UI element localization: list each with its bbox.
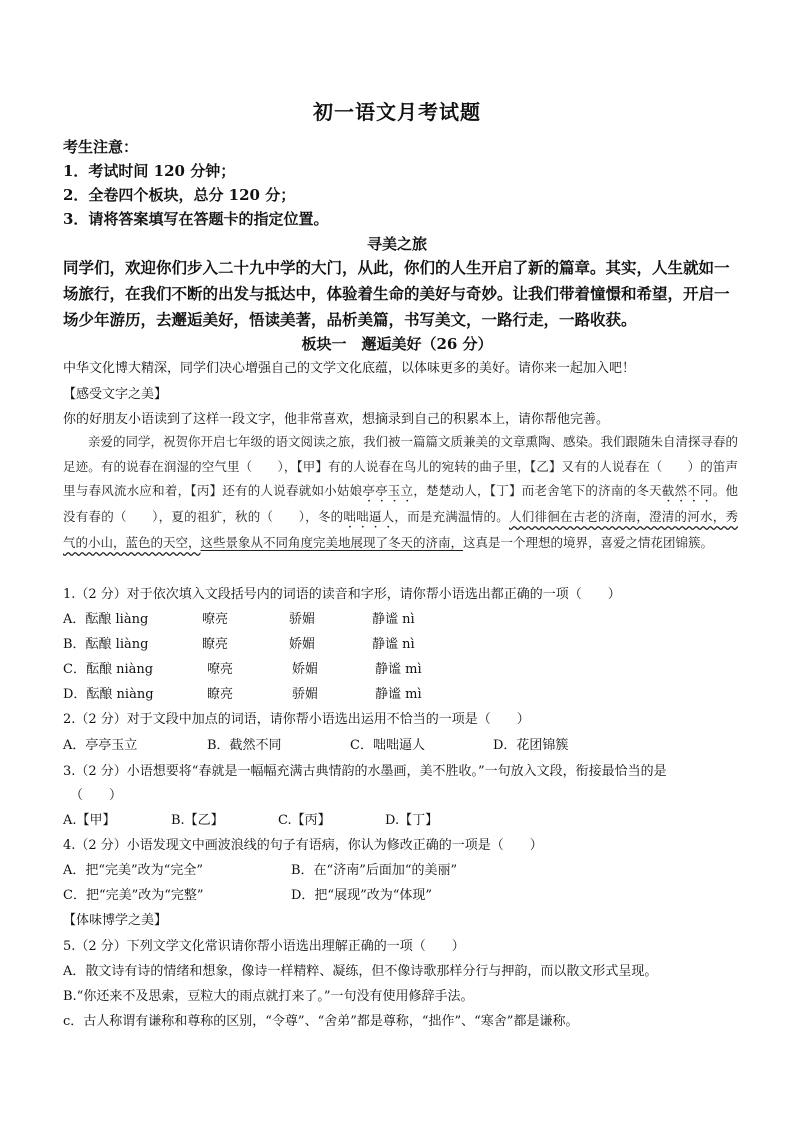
q2-option-a[interactable]: A．亭亭玉立 xyxy=(63,738,138,753)
passage-text: 这真是一个理想的境界，喜爱之情花团锦簇。 xyxy=(463,535,714,550)
q2-option-b[interactable]: B．截然不同 xyxy=(207,738,282,753)
q1-option-a[interactable]: A．酝酿 liàng xyxy=(63,612,149,627)
passage-text: 。他没有春的（ ），夏的祖犷，秋的（ ），冬的 xyxy=(63,483,738,524)
notice-heading: 考生注意： xyxy=(63,138,139,156)
q4-option-b[interactable]: B．在“济南”后面加“的美丽” xyxy=(291,863,458,878)
passage-text: ，楚楚动人，【丁】而老舍笔下的济南的冬天 xyxy=(413,483,662,498)
q2-option-d[interactable]: D．花团锦簇 xyxy=(493,738,569,753)
question-5-stem: 5.（2 分）下列文学文化常识请你帮小语选出理解正确的一项（ ） xyxy=(63,939,465,954)
page-title: 初一语文月考试题 xyxy=(313,100,481,124)
q3-option-c[interactable]: C.【丙】 xyxy=(278,813,331,828)
subsection-heading: 【感受文字之美】 xyxy=(63,387,168,402)
question-2-stem: 2.（2 分）对于文段中加点的词语，请你帮小语选出运用不恰当的一项是（ ） xyxy=(63,712,530,727)
question-1-stem: 1.（2 分）对于依次填入文段括号内的词语的读音和字形，请你帮小语选出都正确的一项（ ） xyxy=(63,587,621,602)
q4-option-d[interactable]: D．把“展现”改为“体现” xyxy=(291,888,433,903)
passage-text: ，而是充满温情的。 xyxy=(394,509,509,524)
q1-option-b: 娇媚 xyxy=(289,637,316,652)
q1-option-c: 静谧 mì xyxy=(375,662,422,677)
q1-option-d: 瞭亮 xyxy=(207,687,234,702)
subsection-heading: 【体味博学之美】 xyxy=(63,913,168,928)
q1-option-c[interactable]: C．酝酿 niàng xyxy=(63,662,154,677)
q1-option-a: 静谧 nì xyxy=(372,612,415,627)
q3-option-d[interactable]: D.【丁】 xyxy=(385,813,439,828)
wavy-underlined-sentence: 人们徘徊在古老的济南，澄清的河水，秀气的小山，蓝色的天空， xyxy=(63,509,738,550)
dotted-word: 咄咄逼人 xyxy=(343,509,395,524)
q1-option-d: 骄媚 xyxy=(292,687,319,702)
q1-option-d: 静谧 mì xyxy=(375,687,422,702)
q1-option-c: 嘹亮 xyxy=(207,662,234,677)
q1-option-a: 骄媚 xyxy=(289,612,316,627)
q1-option-b: 瞭亮 xyxy=(202,637,229,652)
question-4-stem: 4.（2 分）小语发现文中画波浪线的句子有语病，你认为修改正确的一项是（ ） xyxy=(63,838,543,853)
reading-passage xyxy=(63,430,738,556)
q1-option-d[interactable]: D．酝酿 niàng xyxy=(63,687,154,702)
q4-option-a[interactable]: A．把“完美”改为“完全” xyxy=(63,863,203,878)
subsection-description: 你的好朋友小语读到了这样一段文字，他非常喜欢，想摘录到自己的积累本上，请你帮他完善。 xyxy=(63,412,610,427)
section-title: 寻美之旅 xyxy=(366,235,427,253)
question-3-stem: 3.（2 分）小语想要将“春就是一幅幅充满古典情韵的水墨画，美不胜收。”一句放入文段，衔接最恰当的是 xyxy=(63,764,667,779)
q3-option-a[interactable]: A.【甲】 xyxy=(63,813,116,828)
intro-paragraph: 同学们，欢迎你们步入二十九中学的大门，从此，你们的人生开启了新的篇章。其实，人生就如一场旅行，在我们不断的出发与抵达中，体验着生命的美好与奇妙。让我们带着憧憬和希望，开启一场少年游历，去邂逅美好，悟读美著，品析美篇，书写美文，一路行走，一路收获。 xyxy=(63,258,730,329)
dotted-word: 亭亭玉立 xyxy=(362,483,414,498)
block1-intro: 中华文化博大精深，同学们决心增强自己的文学文化底蕴，以体味更多的美好。请你来一起加入吧！ xyxy=(63,361,636,376)
q1-option-c: 娇媚 xyxy=(292,662,319,677)
question-3-stem-cont: （ ） xyxy=(70,788,123,803)
passage-text: 亲爱的同学，祝贺你开启七年级的语文阅读之旅，我们被一篇篇文质兼美的文章熏陶、感染。我们跟随朱自清探寻春的足迹。有的说春在润湿的空气里（ ），【甲】有的人说春在鸟儿的宛转的曲子里，【乙】又有的人说春在（ ）的笛声里与春风流水应和着，【丙】还有的人说春就如小姑娘 xyxy=(63,434,739,498)
q2-option-c[interactable]: C．咄咄逼人 xyxy=(350,738,425,753)
q1-option-b: 静谧 nì xyxy=(372,637,415,652)
q1-option-b[interactable]: B．酝酿 liàng xyxy=(63,637,149,652)
q1-option-a: 嘹亮 xyxy=(202,612,229,627)
q5-option-a[interactable]: A．散文诗有诗的情绪和想象，像诗一样精粹、凝练，但不像诗歌那样分行与押韵，而以散文形式呈现。 xyxy=(63,964,658,979)
q5-option-c[interactable]: c．古人称谓有谦称和尊称的区别，“令尊”、“舍弟”都是尊称，“拙作”、“寒舍”都是谦称。 xyxy=(63,1014,579,1029)
notice-item: 1．考试时间 120 分钟； xyxy=(63,162,236,180)
q3-option-b[interactable]: B.【乙】 xyxy=(171,813,224,828)
block1-title: 板块一 邂逅美好（26 分） xyxy=(301,335,493,353)
underlined-sentence: 这些景象从不同角度完美地展现了冬天的济南， xyxy=(200,535,464,550)
q5-option-b[interactable]: B.“你还来不及思索，豆粒大的雨点就打来了。”一句没有使用修辞手法。 xyxy=(63,989,474,1004)
dotted-word: 截然不同 xyxy=(661,483,713,498)
q4-option-c[interactable]: C．把“完美”改为“完整” xyxy=(63,888,204,903)
notice-item: 2．全卷四个板块，总分 120 分； xyxy=(63,186,296,204)
notice-item: 3．请将答案填写在答题卡的指定位置。 xyxy=(63,210,329,228)
